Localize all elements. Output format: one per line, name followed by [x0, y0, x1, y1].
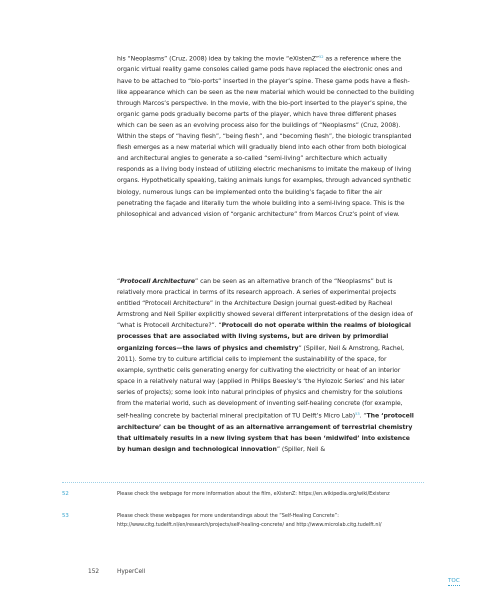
page-number: 152 [88, 569, 100, 575]
paragraph-text: ” can be seen as an alternative branch of the “Neoplasms” but is relatively more practical in terms of its research approach. A series of experimental projects entitled “Protocell Architecture” in the Architecture Design journal guest-edited by Racheal Armstrong and Neil Spiller explicitly showed several different interpretations of the design idea of “what is Protocell Architecture?”. “ [117, 278, 413, 330]
paragraph-text: as a reference where the organic virtual reality game consoles called game pods have replaced the electronic ones and have to be attached to “bio-ports” inserted in the player’s spine. These game pods have a flesh-like appearance which can be seen as the new material which would be connected to the building through Marcos’s perspective. In the movie, with the bio-port inserted to the player’s spine, the organic game pods gradually become parts of the player, which have three different phases which can be seen as an evolving process also for the buildings of “Neoplasms” (Cruz, 2008). Within the steps of “having flesh”, “being flesh”, and “becoming flesh”, the biologic transplanted flesh emerges as a new material which will gradually blend into each other from both biological and architectural angles to generate a so-called “semi-living” architecture which actually responds as a living body instead of utilizing electric mechanisms to imitate the makeup of living organs. Hypothetically speaking, taking animals lungs for examples, through advanced synthetic biology, numerous lungs can be implemented onto the building’s façade to filter the air penetrating the façade and literally turn the whole building into a semi-living space. This is the philosophical and advanced vision of “organic architecture” from Marcos Cruz’s point of view. [117, 55, 414, 218]
toc-link[interactable]: TOC [448, 578, 460, 584]
footnote-number-52[interactable]: 52 [62, 491, 69, 497]
body-paragraph-2 [117, 276, 415, 455]
footnote-ref-52[interactable]: 52 [318, 55, 324, 59]
footnote-divider [62, 482, 424, 483]
paragraph-text: “ [117, 278, 121, 285]
body-paragraph-1 [117, 52, 415, 220]
quote-emphasis: Protocell do not operate within the realms of biological processes that are associated with living systems, but are driven by primordial organizing forces—the laws of physics and chemistry [117, 322, 411, 352]
quote-emphasis: The ‘protocell architecture’ can be thought of as an alternative arrangement of terrestrial chemistry that ultimately results in a new living system that has been ‘midwifed’ into existence by human design and technological innovation [117, 412, 414, 453]
paragraph-text: ” (Spiller, Neil & [276, 445, 326, 453]
footnote-number-53[interactable]: 53 [62, 513, 69, 519]
footnote-52-text: Please check the webpage for more information about the film, eXistenZ: https://en.wikipedia.org/wiki/Existenz [117, 491, 390, 497]
footnote-ref-53[interactable]: 53 [355, 412, 360, 417]
paragraph-text: . “ [359, 412, 367, 420]
footnote-53-text: Please check these webpages for more understandings about the “Self-Healing Concrete”: http://www.citg.tudelft.nl/en/research/projects/self-healing-concrete/ and http://www.microlab.citg.tudelft.nl/ [117, 513, 382, 528]
running-title: HyperCell [117, 569, 146, 575]
paragraph-text: his “Neoplasms” (Cruz, 2008) idea by taking the movie “eXistenZ” [117, 55, 319, 63]
paragraph-text: ” (Spiller, Neil & Amstrong, Rachel, 2011). Some try to culture artificial cells to implement the sustainability of the space, for example, synthetic cells generating energy for cultivating the electricity or heat of an interior space in a relatively natural way (applied in Philips Beesley’s ‘the Hylozoic Series’ and his later series of projects); some look into natural principles of physics and chemistry for the solutions from the material world, such as development of inventing self-healing concrete (for example, self-healing concrete by bacterial mineral precipitation of TU Delft’s Micro Lab) [117, 344, 405, 420]
term-emphasis: Protocell Architecture [120, 278, 196, 285]
